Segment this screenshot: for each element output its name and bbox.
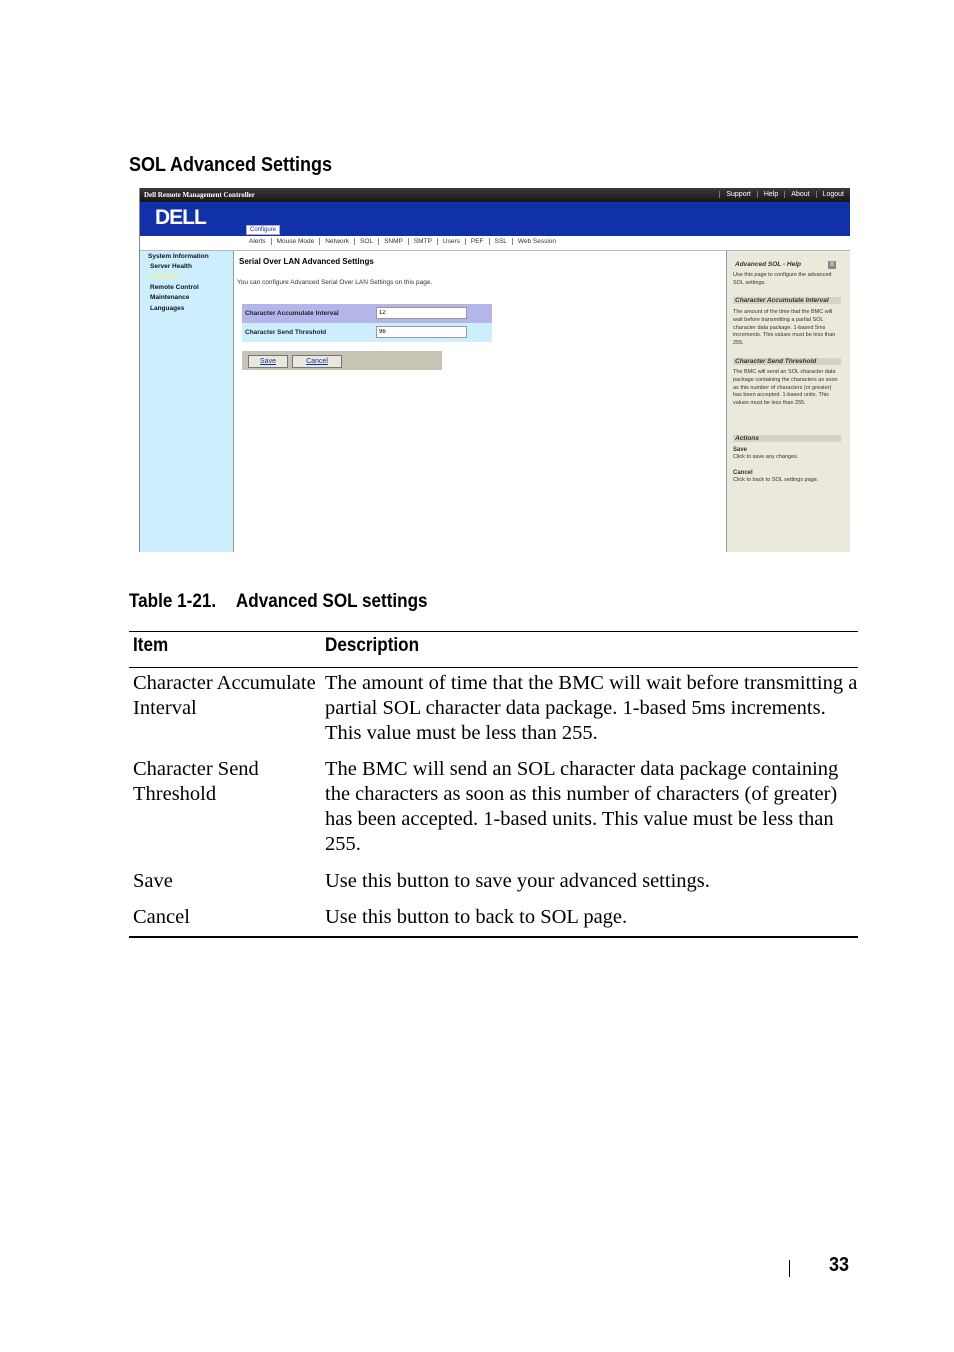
subtab-web-session[interactable]: Web Session [517, 238, 557, 245]
cancel-button[interactable]: Cancel [292, 355, 342, 368]
about-link[interactable]: About [784, 191, 815, 198]
bmc-screenshot [139, 188, 850, 552]
subtab-bar [140, 236, 850, 251]
subtab-pef[interactable]: PEF [466, 238, 490, 245]
table-top-rule [129, 631, 858, 632]
nav-system-information[interactable]: System Information [148, 253, 209, 260]
field-row-threshold [242, 323, 492, 342]
table-row-4-description: Use this button to back to SOL page. [325, 906, 628, 928]
field-label-accumulate: Character Accumulate Interval [245, 310, 339, 317]
window-title: Dell Remote Management Controller [144, 191, 255, 199]
table-row-3-item: Save [133, 870, 173, 892]
table-bottom-rule [129, 936, 858, 938]
help-cancel-text: Click to back to SOL settings page. [733, 477, 819, 483]
help-link[interactable]: Help [757, 191, 784, 198]
table-number: Table 1-21. [129, 591, 217, 612]
dell-logo: DELL [155, 206, 206, 229]
nav-languages[interactable]: Languages [150, 305, 185, 312]
table-caption [129, 591, 428, 613]
subtab-snmp[interactable]: SNMP [379, 238, 409, 245]
table-title: Advanced SOL settings [235, 591, 428, 612]
header-banner [140, 202, 850, 236]
nav-server-health[interactable]: Server Health [150, 263, 192, 270]
subtab-smtp[interactable]: SMTP [409, 238, 438, 245]
table-row-1-item: Character Accumulate Interval [133, 672, 316, 719]
table-row-3-description: Use this button to save your advanced settings. [325, 870, 710, 892]
subtab-users[interactable]: Users [438, 238, 466, 245]
help-save-label: Save [733, 447, 748, 453]
close-icon[interactable]: X [829, 262, 834, 268]
table-row-4-item: Cancel [133, 906, 190, 928]
help-section-accumulate-text: The amount of the time that the BMC will wait before transmitting a partial SOL character data package. 1-based 5ms increments. This values must be less than 255. [733, 309, 836, 347]
table-header-description: Description [325, 635, 420, 656]
save-button[interactable]: Save [248, 355, 288, 368]
table-header-item: Item [133, 635, 169, 656]
button-bar [242, 351, 442, 370]
left-nav [140, 251, 234, 552]
support-link[interactable]: Support [719, 191, 757, 198]
accumulate-interval-input[interactable] [376, 307, 467, 319]
subtab-mouse-mode[interactable]: Mouse Mode [272, 238, 321, 245]
help-section-accumulate-title: Character Accumulate Interval [733, 297, 841, 304]
nav-maintenance[interactable]: Maintenance [150, 294, 190, 301]
table-row-1-description: The amount of time that the BMC will wait before transmitting a partial SOL character data package. 1-based 5ms increments. This value must be less than 255. [325, 672, 858, 744]
subtab-sol[interactable]: SOL [355, 238, 379, 245]
field-row-accumulate [242, 304, 492, 323]
logout-link[interactable]: Logout [816, 191, 850, 198]
nav-configure[interactable]: Configure [150, 273, 181, 280]
tab-configure[interactable]: Configure [246, 225, 280, 235]
main-description: You can configure Advanced Serial Over LAN Settings on this page. [237, 279, 433, 286]
help-title: Advanced SOL - Help [735, 261, 801, 268]
page-number-separator [789, 1260, 790, 1277]
help-section-threshold-title: Character Send Threshold [733, 358, 841, 365]
table-header-rule [129, 667, 858, 668]
help-intro: Use this page to configure the advanced SOL settings. [733, 272, 832, 286]
nav-remote-control[interactable]: Remote Control [150, 284, 199, 291]
window-title-bar [140, 188, 850, 202]
subtab-ssl[interactable]: SSL [490, 238, 513, 245]
section-title: SOL Advanced Settings [129, 154, 333, 176]
table-row-2-description: The BMC will send an SOL character data package containing the characters as soon as this number of characters (of greater) has been accepted. 1-based units. This value must be less than 255. [325, 758, 839, 855]
help-save-text: Click to save any changes. [733, 454, 799, 460]
help-panel [726, 251, 850, 552]
send-threshold-input[interactable] [376, 326, 467, 338]
subtab-network[interactable]: Network [320, 238, 355, 245]
subtab-alerts[interactable]: Alerts [244, 238, 272, 245]
main-panel [234, 251, 726, 552]
help-cancel-label: Cancel [733, 470, 753, 476]
help-section-threshold-text: The BMC will send an SOL character data package containing the characters as soon as this number of characters (or greater) has been accepted. 1-based units. This values must be less than 255. [733, 369, 838, 407]
main-title: Serial Over LAN Advanced Settings [239, 257, 374, 266]
page-number: 33 [829, 1254, 850, 1276]
table-row-2-item: Character Send Threshold [133, 758, 259, 805]
help-actions-title: Actions [733, 435, 841, 442]
field-label-threshold: Character Send Threshold [245, 329, 327, 336]
